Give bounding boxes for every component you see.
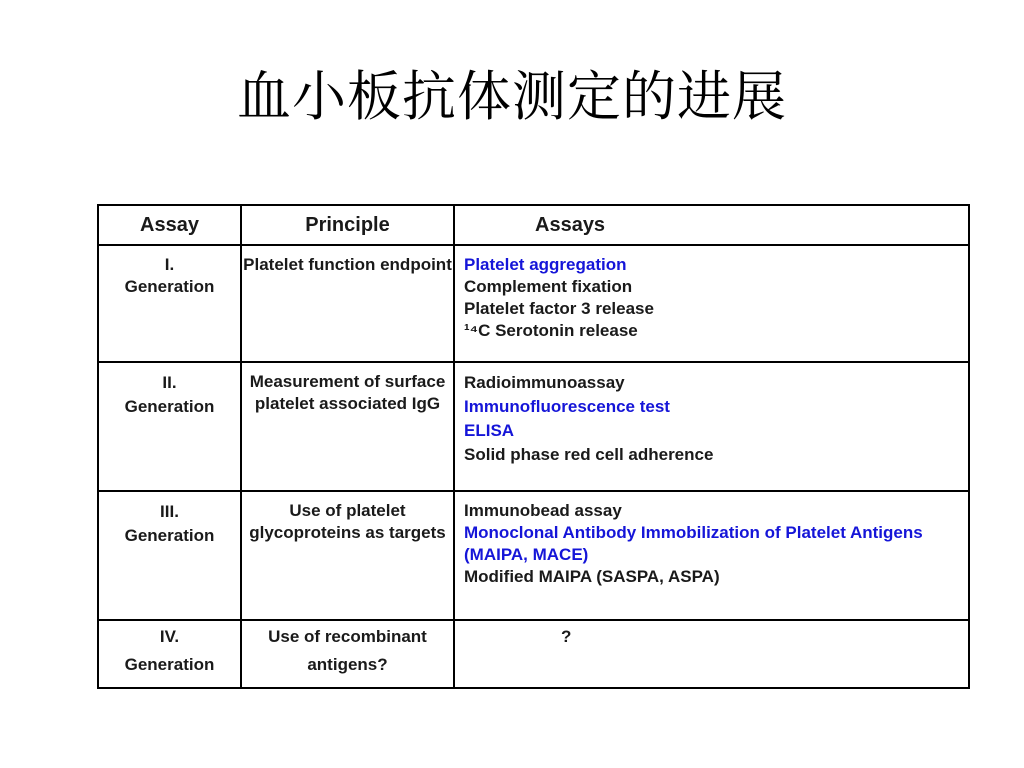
- principle-cell: Use of platelet glycoproteins as targets: [241, 491, 454, 620]
- table-row: [98, 245, 969, 362]
- generation-cell: [98, 620, 241, 688]
- assay-item: Platelet aggregation: [464, 255, 627, 274]
- generation-cell: [98, 245, 241, 362]
- assays-cell: [454, 491, 969, 620]
- generation-number: III.: [160, 502, 179, 521]
- header-principle: Principle: [241, 205, 454, 245]
- assays-cell: [454, 362, 969, 491]
- generation-cell: [98, 362, 241, 491]
- assay-item: Modified MAIPA (SASPA, ASPA): [464, 567, 720, 586]
- table-row: [98, 620, 969, 688]
- assay-generations-table: [97, 204, 970, 689]
- generation-number: I.: [164, 255, 175, 274]
- assays-cell: [454, 620, 969, 688]
- generation-label: Generation: [124, 655, 215, 674]
- principle-cell: Measurement of surface platelet associated IgG: [241, 362, 454, 491]
- generation-cell: [98, 491, 241, 620]
- generation-label: Generation: [124, 397, 215, 416]
- assay-item: Radioimmunoassay: [464, 373, 625, 392]
- table-header-row: [98, 205, 969, 245]
- table-row: [98, 491, 969, 620]
- generation-label: Generation: [124, 277, 215, 296]
- generation-number: IV.: [159, 627, 180, 646]
- table-row: [98, 362, 969, 491]
- slide-title: 血小板抗体测定的进展: [237, 65, 787, 128]
- header-assays: Assays: [454, 205, 969, 245]
- assay-item: Monoclonal Antibody Immobilization of Platelet Antigens (MAIPA, MACE): [464, 523, 923, 564]
- assay-item: Immunofluorescence test: [464, 397, 670, 416]
- assay-item: Platelet factor 3 release: [464, 299, 654, 318]
- assay-item: Solid phase red cell adherence: [464, 445, 714, 464]
- principle-cell: Platelet function endpoint: [241, 245, 454, 362]
- assays-cell: [454, 245, 969, 362]
- assay-item: ¹⁴C Serotonin release: [464, 321, 638, 340]
- generation-label: Generation: [124, 526, 215, 545]
- assay-item: Immunobead assay: [464, 501, 622, 520]
- principle-cell: Use of recombinant antigens?: [241, 620, 454, 688]
- assay-item: Complement fixation: [464, 277, 633, 296]
- generation-number: II.: [162, 373, 177, 392]
- assay-item: ?: [561, 627, 572, 646]
- header-assay: Assay: [98, 205, 241, 245]
- assay-item: ELISA: [464, 421, 515, 440]
